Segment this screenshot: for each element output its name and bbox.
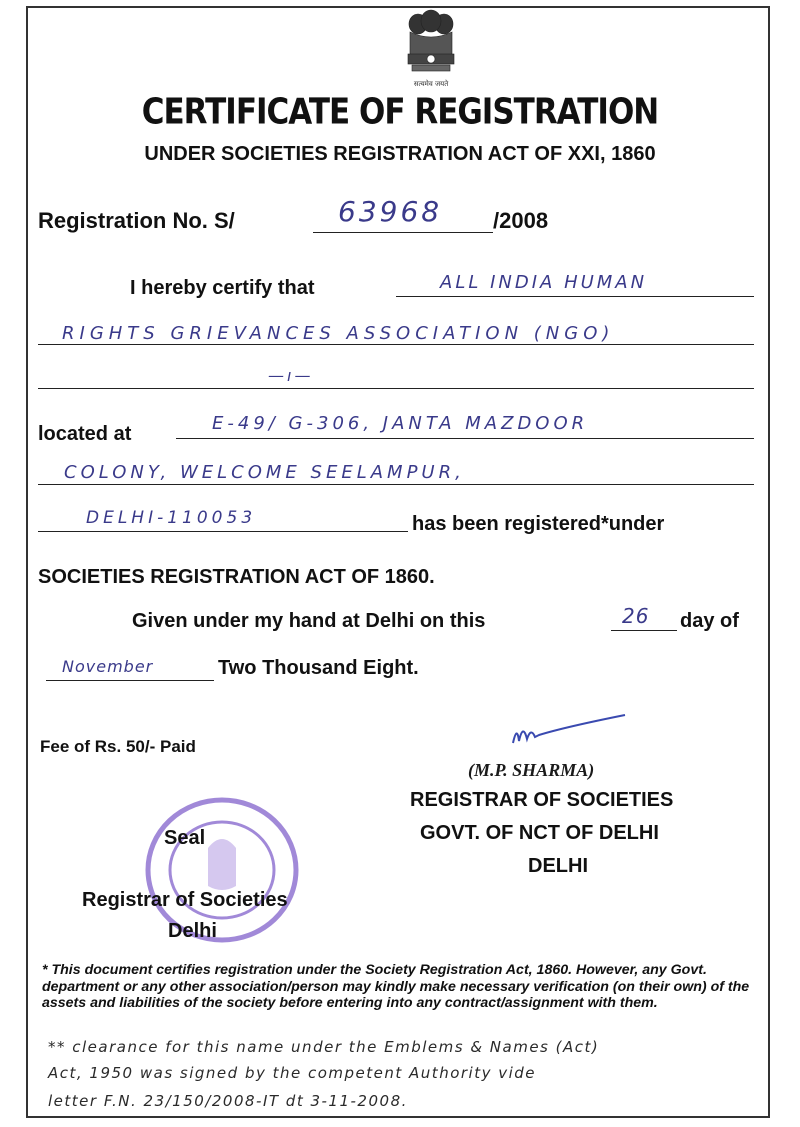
- month-value: November: [62, 657, 154, 676]
- registrar-title-2: GOVT. OF NCT OF DELHI: [420, 822, 659, 844]
- fee-text: Fee of Rs. 50/- Paid: [40, 737, 196, 756]
- act-text: SOCIETIES REGISTRATION ACT OF 1860.: [38, 566, 435, 588]
- society-line-3: [38, 372, 754, 389]
- certificate-subtitle: UNDER SOCIETIES REGISTRATION ACT OF XXI, 1860: [144, 143, 656, 165]
- seal-line-2: Delhi: [168, 920, 217, 942]
- registrar-signature-icon: [505, 705, 635, 755]
- day-of-text: day of: [680, 610, 739, 632]
- handwritten-note-line-1: ** clearance for this name under the Emblems & Names (Act): [48, 1038, 600, 1056]
- registrar-title-1: REGISTRAR OF SOCIETIES: [410, 789, 674, 811]
- society-name-line-3: —ı—: [268, 366, 314, 385]
- registration-suffix: /2008: [493, 208, 549, 233]
- registrar-title-3: DELHI: [528, 855, 588, 877]
- seal-label: Seal: [164, 827, 206, 849]
- certify-label: I hereby certify that: [130, 277, 315, 299]
- handwritten-note-line-2: Act, 1950 was signed by the competent Authority vide: [48, 1064, 537, 1082]
- address-line-3-text: DELHI-110053: [86, 508, 257, 528]
- address-line-1-text: E-49/ G-306, JANTA MAZDOOR: [212, 413, 589, 434]
- located-label: located at: [38, 423, 132, 445]
- national-emblem-icon: [398, 8, 464, 92]
- disclaimer-footnote: * This document certifies registration under the Society Registration Act, 1860. However, any Govt. department or any other association/person may kindly make necessary verification (on their own) of the assets and liabilities of the society before entering into any contract/assignment with them.: [42, 962, 750, 1011]
- registration-prefix: Registration No. S/: [38, 208, 235, 233]
- given-text: Given under my hand at Delhi on this: [132, 610, 486, 632]
- seal-line-1: Registrar of Societies: [82, 889, 288, 911]
- year-text: Two Thousand Eight.: [218, 657, 419, 679]
- certificate-title: CERTIFICATE OF REGISTRATION: [141, 91, 659, 133]
- emblem-caption: सत्यमेव जयते: [413, 80, 449, 88]
- registered-text: has been registered*under: [412, 513, 665, 535]
- handwritten-note-line-3: letter F.N. 23/150/2008-IT dt 3-11-2008.: [48, 1092, 408, 1110]
- address-line-2-text: COLONY, WELCOME SEELAMPUR,: [64, 462, 465, 483]
- registration-number: 63968: [338, 195, 443, 228]
- day-value: 26: [622, 604, 650, 628]
- registrar-name: (M.P. SHARMA): [468, 760, 595, 780]
- society-name-line-2: RIGHTS GRIEVANCES ASSOCIATION (NGO): [62, 323, 615, 344]
- society-name-line-1: ALL INDIA HUMAN: [440, 272, 648, 293]
